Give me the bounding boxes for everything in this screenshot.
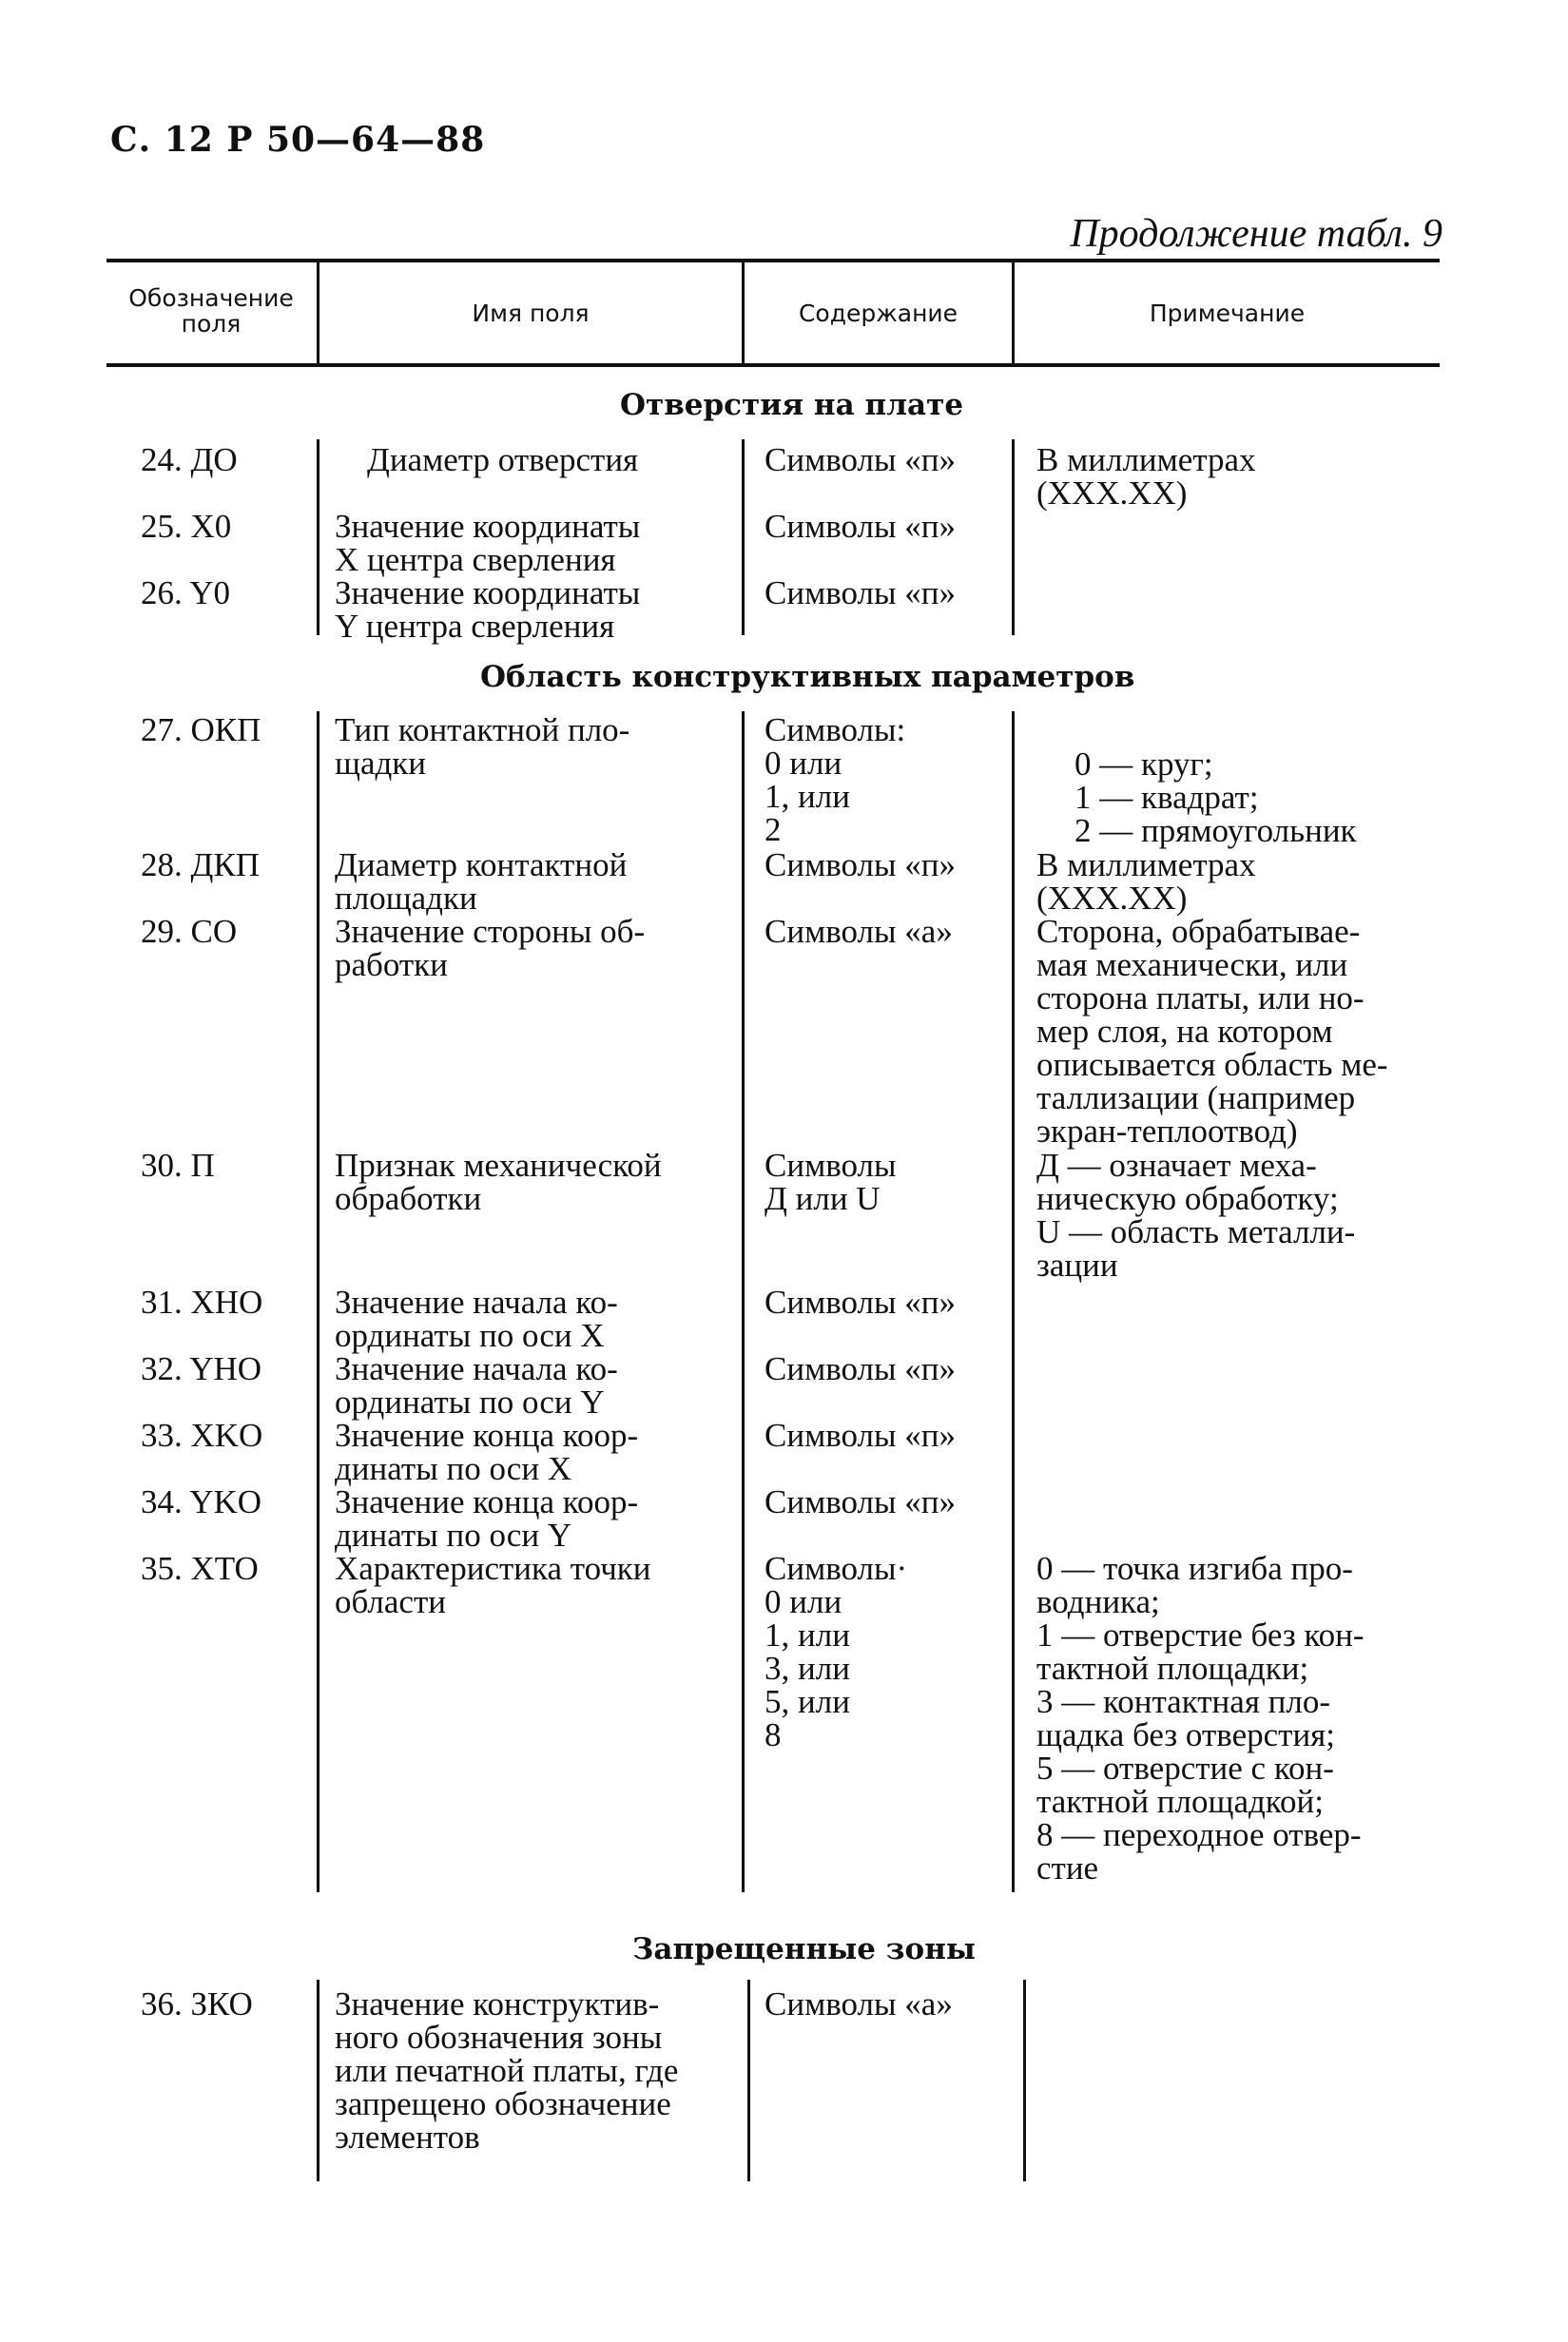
divider-a1 (317, 439, 319, 635)
field-code: 29. СО (141, 913, 238, 950)
field-content: Символы «п» (765, 846, 957, 883)
field-code: 32. YHO (141, 1350, 262, 1387)
field-code: 30. П (141, 1147, 215, 1184)
field-name: Значение конструктив- ного обозначения зоны или печатной платы, где запрещено обозначение элементов (335, 1985, 679, 2156)
field-name: Значение начала ко- ординаты по оси Y (335, 1350, 618, 1421)
field-content: Символы «п» (765, 1417, 957, 1454)
header-note: Примечание (1149, 300, 1306, 327)
field-content: Символы «п» (765, 574, 957, 611)
field-name: Значение начала ко- ординаты по оси X (335, 1284, 618, 1354)
field-content: Символы «а» (765, 1985, 953, 2023)
header-top-rule (106, 259, 1440, 262)
field-note: Сторона, обрабатывае- мая механически, или сторона платы, или но- мер слоя, на котором описывается область ме- таллизации (например экран-теплоотвод) (1036, 913, 1388, 1150)
table-continuation-caption: Продолжение табл. 9 (1070, 212, 1442, 256)
field-content: Символы «п» (765, 1350, 957, 1387)
field-name: Значение координаты Y центра сверления (335, 574, 641, 645)
field-code: 28. ДКП (141, 846, 260, 883)
field-content: Символы: 0 или 1, или 2 (765, 711, 906, 848)
divider-a2 (742, 439, 745, 635)
header-content: Содержание (798, 300, 958, 327)
field-code: 36. ЗКО (141, 1985, 253, 2023)
header-name: Имя поля (472, 300, 590, 327)
field-name: Диаметр отверстия (367, 441, 639, 478)
field-name: Признак механической обработки (335, 1147, 662, 1217)
divider-b2 (742, 711, 745, 1892)
field-code: 35. XTO (141, 1550, 259, 1587)
field-content: Символы «п» (765, 508, 957, 545)
field-content: Символы «а» (765, 913, 953, 950)
field-name: Значение конца коор- динаты по оси Y (335, 1483, 639, 1554)
field-code: 33. XKO (141, 1417, 263, 1454)
field-code: 31. XHO (141, 1284, 263, 1321)
divider-c3 (1023, 1980, 1026, 2181)
page-header: С. 12 Р 50—64—88 (110, 120, 486, 160)
field-note: Д — означает меха- ническую обработку; U — область металли- зации (1036, 1147, 1356, 1284)
divider-b1 (317, 711, 319, 1892)
field-code: 25. X0 (141, 508, 232, 545)
divider-c1 (317, 1980, 319, 2181)
field-name: Характеристика точки области (335, 1550, 651, 1620)
field-code: 24. ДО (141, 441, 238, 478)
header-code: Обозначение поля (128, 284, 294, 338)
field-content: Символы «п» (765, 1284, 957, 1321)
field-code: 34. YKO (141, 1483, 262, 1520)
field-note: В миллиметрах (XXX.XX) (1036, 441, 1256, 512)
field-name: Значение конца коор- динаты по оси X (335, 1417, 639, 1487)
field-code: 26. Y0 (141, 574, 230, 611)
field-note: 0 — круг; 1 — квадрат; 2 — прямоугольник (1074, 745, 1357, 849)
divider-c2 (747, 1980, 750, 2181)
field-name: Значение стороны об- работки (335, 913, 646, 983)
field-code: 27. ОКП (141, 711, 261, 748)
header-bottom-rule (106, 363, 1440, 367)
divider-b3 (1012, 711, 1015, 1892)
field-content: Символы «п» (765, 441, 957, 478)
field-content: Символы «п» (765, 1483, 957, 1520)
field-content: Символы· 0 или 1, или 3, или 5, или 8 (765, 1550, 908, 1753)
field-note: В миллиметрах (XXX.XX) (1036, 846, 1256, 917)
field-name: Тип контактной пло- щадки (335, 711, 630, 782)
field-content: Символы Д или U (765, 1147, 897, 1217)
field-name: Значение координаты X центра сверления (335, 508, 641, 578)
field-note: 0 — точка изгиба про- водника; 1 — отверстие без кон- тактной площадки; 3 — контактная пло- щадка без отверстия; 5 — отверстие с кон- тактной площадкой; 8 — переходное отвер- стие (1036, 1550, 1365, 1887)
field-name: Диаметр контактной площадки (335, 846, 628, 917)
divider-a3 (1012, 439, 1015, 635)
